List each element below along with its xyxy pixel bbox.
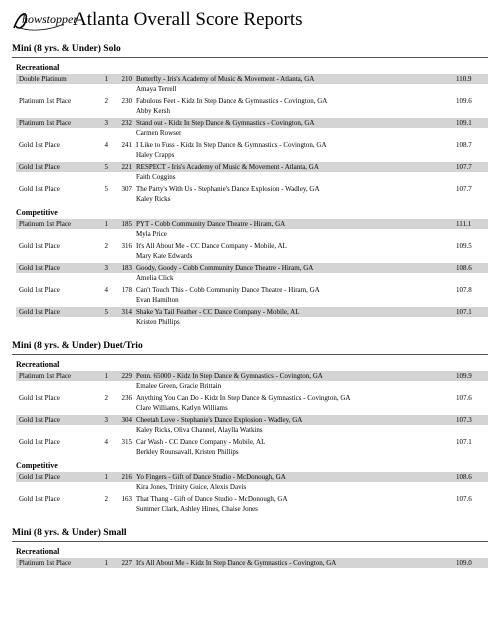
dancers-cell: Myla Price: [136, 230, 167, 238]
award-cell: Gold 1st Place: [19, 141, 60, 149]
dancers-cell: Carmen Rowser: [136, 129, 182, 137]
division-label: Recreational: [16, 63, 60, 72]
award-cell: Gold 1st Place: [19, 185, 60, 193]
award-cell: Gold 1st Place: [19, 308, 60, 316]
routine-cell: Cheetah Love - Stephanie's Dance Explosion - Wadley, GA: [136, 416, 303, 424]
award-cell: Gold 1st Place: [19, 394, 60, 402]
award-cell: Gold 1st Place: [19, 495, 60, 503]
score-cell: 109.6: [456, 97, 472, 105]
place-cell: 5: [104, 163, 108, 171]
division-label: Recreational: [16, 547, 60, 556]
place-cell: 1: [104, 220, 108, 228]
award-cell: Platinum 1st Place: [19, 119, 72, 127]
place-cell: 3: [104, 416, 108, 424]
routine-cell: Penn. 65000 - Kidz In Step Dance & Gymnastics - Covington, GA: [136, 372, 323, 380]
entry-number-cell: 232: [121, 119, 132, 127]
score-cell: 107.3: [456, 416, 472, 424]
place-cell: 3: [104, 119, 108, 127]
dancers-cell: Kristen Phillips: [136, 318, 180, 326]
routine-cell: Fabulous Feet - Kidz In Step Dance & Gymnastics - Covington, GA: [136, 97, 328, 105]
division-label: Competitive: [16, 461, 58, 470]
score-cell: 107.6: [456, 495, 472, 503]
dancers-cell: Kaley Ricks: [136, 195, 171, 203]
routine-cell: Butterfly - Iris's Academy of Music & Movement - Atlanta, GA: [136, 75, 315, 83]
entry-number-cell: 221: [121, 163, 132, 171]
score-cell: 107.1: [456, 308, 472, 316]
score-cell: 108.6: [456, 264, 472, 272]
dancers-cell: Clare Williams, Katlyn Williams: [136, 404, 228, 412]
routine-cell: It's All About Me - CC Dance Company - Mobile, AL: [136, 242, 287, 250]
award-cell: Gold 1st Place: [19, 264, 60, 272]
table-row: [16, 307, 488, 335]
score-cell: 111.1: [456, 220, 472, 228]
place-cell: 2: [104, 97, 108, 105]
routine-cell: Anything You Can Do - Kidz In Step Dance & Gymnastics - Covington, GA: [136, 394, 351, 402]
place-cell: 3: [104, 264, 108, 272]
routine-cell: Car Wash - CC Dance Company - Mobile, AL: [136, 438, 266, 446]
entry-number-cell: 304: [121, 416, 132, 424]
report-header: [8, 6, 488, 36]
dancers-cell: Summer Clark, Ashley Hines, Chaise Jones: [136, 505, 258, 513]
entry-number-cell: 236: [121, 394, 132, 402]
score-cell: 107.1: [456, 438, 472, 446]
routine-cell: Goody, Goody - Cobb Community Dance Theatre - Hiram, GA: [136, 264, 314, 272]
section-divider: [12, 541, 488, 542]
entry-number-cell: 210: [121, 75, 132, 83]
table-row: [16, 494, 488, 522]
section-title: Mini (8 yrs. & Under) Duet/Trio: [12, 341, 143, 351]
routine-cell: I Like to Fuss - Kidz In Step Dance & Gymnastics - Covington, GA: [136, 141, 327, 149]
entry-number-cell: 315: [121, 438, 132, 446]
section-title: Mini (8 yrs. & Under) Small: [12, 528, 127, 538]
entry-number-cell: 230: [121, 97, 132, 105]
entry-number-cell: 163: [121, 495, 132, 503]
score-cell: 108.6: [456, 473, 472, 481]
score-cell: 107.6: [456, 394, 472, 402]
place-cell: 1: [104, 372, 108, 380]
place-cell: 2: [104, 394, 108, 402]
award-cell: Gold 1st Place: [19, 163, 60, 171]
section-title: Mini (8 yrs. & Under) Solo: [12, 44, 121, 54]
place-cell: 2: [104, 242, 108, 250]
routine-cell: That Thang - Gift of Dance Studio - McDonough, GA: [136, 495, 288, 503]
entry-number-cell: 183: [121, 264, 132, 272]
place-cell: 4: [104, 141, 108, 149]
score-cell: 109.5: [456, 242, 472, 250]
award-cell: Platinum 1st Place: [19, 372, 72, 380]
division-label: Recreational: [16, 360, 60, 369]
dancers-cell: Haley Crapps: [136, 151, 175, 159]
entry-number-cell: 241: [121, 141, 132, 149]
place-cell: 5: [104, 308, 108, 316]
score-cell: 107.7: [456, 185, 472, 193]
dancers-cell: Faith Coggins: [136, 173, 176, 181]
award-cell: Platinum 1st Place: [19, 220, 72, 228]
routine-cell: Stand out - Kidz In Step Dance & Gymnastics - Covington, GA: [136, 119, 315, 127]
dancers-cell: Kira Jones, Trinity Guice, Alexis Davis: [136, 483, 247, 491]
routine-cell: Can't Touch This - Cobb Community Dance Theatre - Hiram, GA: [136, 286, 320, 294]
award-cell: Platinum 1st Place: [19, 559, 72, 567]
score-cell: 109.0: [456, 559, 472, 567]
section-divider: [12, 57, 488, 58]
section-divider: [12, 354, 488, 355]
score-cell: 109.9: [456, 372, 472, 380]
score-cell: 108.7: [456, 141, 472, 149]
page-title: Atlanta Overall Score Reports: [73, 9, 303, 30]
division-label: Competitive: [16, 208, 58, 217]
place-cell: 2: [104, 495, 108, 503]
routine-cell: Shake Ya Tail Feather - CC Dance Company - Mobile, AL: [136, 308, 300, 316]
entry-number-cell: 229: [121, 372, 132, 380]
dancers-cell: Abby Kersh: [136, 107, 171, 115]
entry-number-cell: 178: [121, 286, 132, 294]
entry-number-cell: 314: [121, 308, 132, 316]
award-cell: Double Platinum: [19, 75, 67, 83]
place-cell: 4: [104, 438, 108, 446]
award-cell: Gold 1st Place: [19, 416, 60, 424]
award-cell: Gold 1st Place: [19, 438, 60, 446]
place-cell: 1: [104, 559, 108, 567]
score-cell: 107.8: [456, 286, 472, 294]
score-cell: 110.9: [456, 75, 472, 83]
award-cell: Gold 1st Place: [19, 286, 60, 294]
place-cell: 5: [104, 185, 108, 193]
award-cell: Platinum 1st Place: [19, 97, 72, 105]
table-row: [16, 558, 488, 586]
score-cell: 109.1: [456, 119, 472, 127]
entry-number-cell: 316: [121, 242, 132, 250]
entry-number-cell: 227: [121, 559, 132, 567]
place-cell: 1: [104, 75, 108, 83]
dancers-cell: Kaley Ricks, Oliva Channel, Alaylla Watkins: [136, 426, 263, 434]
score-cell: 107.7: [456, 163, 472, 171]
award-cell: Gold 1st Place: [19, 473, 60, 481]
entry-number-cell: 216: [121, 473, 132, 481]
dancers-cell: Emalee Green, Gracie Brittain: [136, 382, 222, 390]
routine-cell: RESPECT - Iris's Academy of Music & Movement - Atlanta, GA: [136, 163, 319, 171]
dancers-cell: Mary Kate Edwards: [136, 252, 193, 260]
place-cell: 4: [104, 286, 108, 294]
entry-number-cell: 307: [121, 185, 132, 193]
dancers-cell: Amaya Terrell: [136, 85, 177, 93]
routine-cell: PYT - Cobb Community Dance Theatre - Hiram, GA: [136, 220, 286, 228]
routine-cell: Yo Fingers - Gift of Dance Studio - McDonough, GA: [136, 473, 286, 481]
table-row: [16, 437, 488, 465]
dancers-cell: Evan Hamilton: [136, 296, 179, 304]
routine-cell: It's All About Me - Kidz In Step Dance & Gymnastics - Covington, GA: [136, 559, 337, 567]
entry-number-cell: 185: [121, 220, 132, 228]
award-cell: Gold 1st Place: [19, 242, 60, 250]
table-row: [16, 184, 488, 212]
dancers-cell: Amelia Click: [136, 274, 174, 282]
routine-cell: The Party's With Us - Stephanie's Dance Explosion - Wadley, GA: [136, 185, 320, 193]
place-cell: 1: [104, 473, 108, 481]
svg-text:howstopper: howstopper: [22, 12, 79, 26]
showstopper-logo: [10, 6, 79, 34]
dancers-cell: Berkley Rounsavall, Kristen Phillips: [136, 448, 239, 456]
